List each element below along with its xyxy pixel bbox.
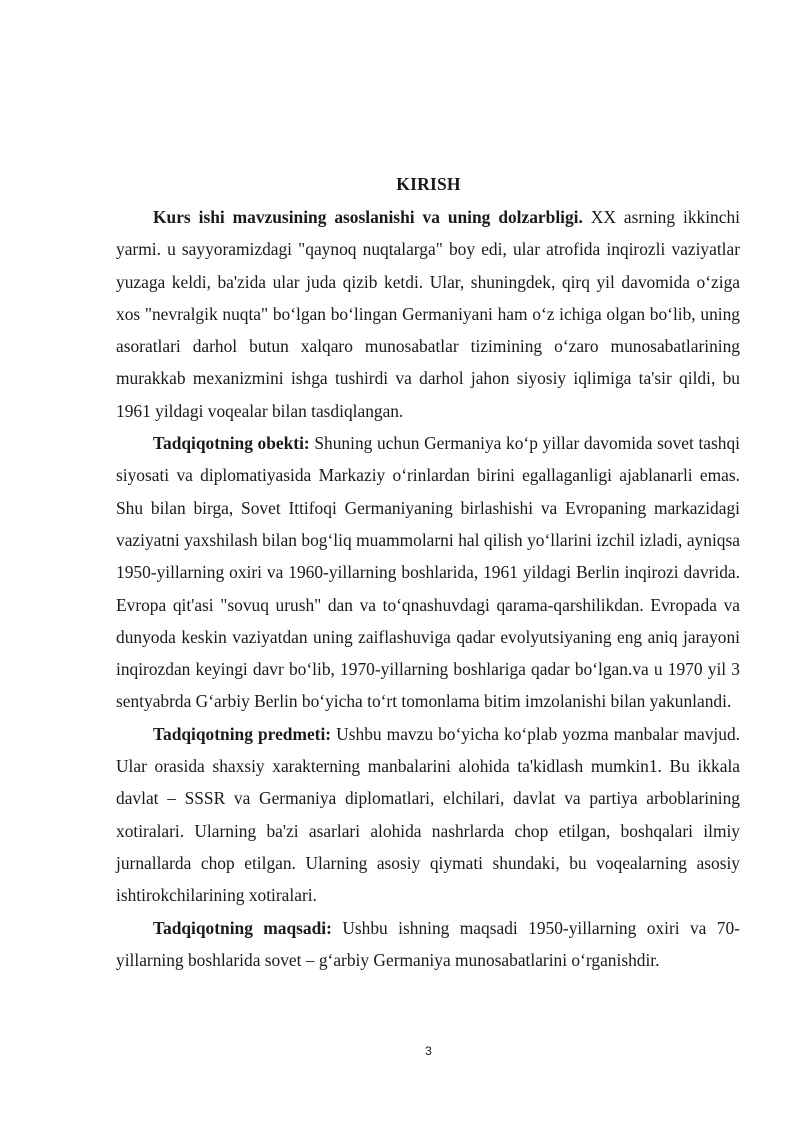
paragraph-goal (116, 912, 740, 977)
page-title: KIRISH (396, 174, 461, 194)
paragraph-object (116, 427, 740, 718)
paragraph-heading: Tadqiqotning predmeti: (153, 723, 332, 744)
paragraph-relevance (116, 201, 740, 427)
paragraph-subject (116, 718, 740, 912)
paragraph-text: XX asrning ikkinchi yarmi. u sayyoramizdagi "qaynoq nuqtalarga" boy edi, ular atrofida inqirozli vaziyatlar yuzaga keldi, ba'zida ular juda qizib ketdi. Ular, shuningdek, qirq yil davomida o‘ziga xos "nevralgik nuqta" bo‘lgan bo‘lingan Germaniyani ham o‘z ichiga olgan bo‘lib, uning asoratlari darhol butun xalqaro munosabatlar tizimining o‘zaro munosabatlarining murakkab mexanizmini ishga tushirdi va darhol jahon siyosiy iqlimiga ta'sir qildi, bu 1961 yildagi voqealar bilan tasdiqlangan. (116, 207, 740, 421)
paragraph-text: Ushbu ishning maqsadi 1950-yillarning oxiri va 70-yillarning boshlarida sovet – g‘arbiy Germaniya munosabatlarini o‘rganishdir. (116, 917, 740, 970)
paragraph-heading: Kurs ishi mavzusining asoslanishi va uning dolzarbligi. (153, 207, 583, 227)
document-body (116, 201, 740, 976)
paragraph-text: Shuning uchun Germaniya ko‘p yillar davomida sovet tashqi siyosati va diplomatiyasida Markaziy o‘rinlardan birini egallaganligi ajablanarli emas. Shu bilan birga, Sovet Ittifoqi Germaniyaning birlashishi va Evropaning markazidagi vaziyatni yaxshilash bilan bog‘liq muammolarni hal qilish yo‘llarini izchil izladi, ayniqsa 1950-yillarning oxiri va 1960-yillarning boshlarida, 1961 yildagi Berlin inqirozi davrida. Evropa qit'asi "sovuq urush" dan va to‘qnashuvdagi qarama-qarshilikdan. Evropada va dunyoda keskin vaziyatdan uning zaiflashuviga qadar evolyutsiyaning eng aniq jarayoni inqirozdan keyingi davr bo‘lib, 1970-yillarning boshlariga qadar bo‘lgan.va u 1970 yil 3 sentyabrda G‘arbiy Berlin bo‘yicha to‘rt tomonlama bitim imzolanishi bilan yakunlandi. (116, 433, 741, 712)
paragraph-text: Ushbu mavzu bo‘yicha ko‘plab yozma manbalar mavjud. Ular orasida shaxsiy xarakterning manbalarini alohida ta'kidlash mumkin1. Bu ikkala davlat – SSSR va Germaniya diplomatlari, elchilari, davlat va partiya arboblarining xotiralari. Ularning ba'zi asarlari alohida nashrlarda chop etilgan, boshqalari ilmiy jurnallarda chop etilgan. Ularning asosiy qiymati shundaki, bu voqealarning asosiy ishtirokchilarining xotiralari. (116, 723, 740, 906)
paragraph-heading: Tadqiqotning obekti: (153, 433, 310, 454)
page-number: 3 (425, 1044, 432, 1058)
paragraph-heading: Tadqiqotning maqsadi: (153, 917, 332, 938)
